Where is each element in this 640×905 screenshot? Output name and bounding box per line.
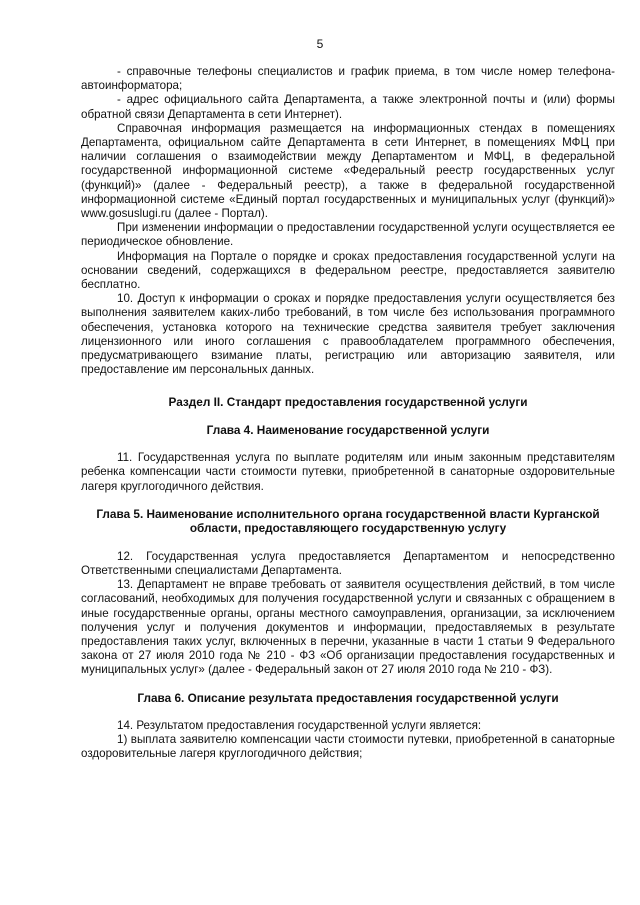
page-number: 5 [316,37,324,51]
paragraph-10-access: 10. Доступ к информации о сроках и порядке предоставления услуги осуществляется без выполнения заявителем каких-либо требований, в том числе без использования программного обеспечения, установка которого на технические средства заявителя требует заключения лицензионного или иного соглашения с правообладателем программного обеспечения, предусматривающего взимание платы, регистрацию или авторизацию заявителя, или предоставление им персональных данных. [81,292,615,377]
list-item-result-1: 1) выплата заявителю компенсации части стоимости путевки, приобретенной в санаторные оздоровительные лагеря круглогодичного действия; [81,733,615,761]
paragraph-info-update: При изменении информации о предоставлении государственной услуги осуществляется ее периодическое обновление. [81,221,615,249]
list-item-website: - адрес официального сайта Департамента, а также электронной почты и (или) формы обратной связи Департамента в сети Интернет). [81,93,615,121]
list-item-phones: - справочные телефоны специалистов и график приема, в том числе номер телефона-автоинформатора; [81,65,615,93]
section-heading-2: Раздел II. Стандарт предоставления государственной услуги [168,395,528,410]
paragraph-12-provider: 12. Государственная услуга предоставляется Департаментом и непосредственно Ответственными специалистами Департамента. [81,549,615,577]
paragraph-reference-info: Справочная информация размещается на информационных стендах в помещениях Департамента, официальном сайте Департамента в сети Интернет, в помещениях МФЦ при наличии соглашения о взаимодействии между Департаментом и МФЦ, в федеральной государственной информационной системе «Федеральный реестр государственных услуг (функций)» (далее - Федеральный реестр), а также в федеральной государственной информационной системе «Единый портал государственных и муниципальных услуг (функций)» www.gosuslugi.ru (далее - Портал). [81,121,615,221]
chapter-heading-5: Глава 5. Наименование исполнительного органа государственной власти Курганской области, предоставляющего государственную услугу [96,506,600,536]
paragraph-11-service-name: 11. Государственная услуга по выплате родителям или иным законным представителям ребенка компенсации части стоимости путевки, приобретенной в санаторные оздоровительные лагеря круглогодичного действия. [81,451,615,493]
paragraph-14-result: 14. Результатом предоставления государственной услуги является: [117,718,482,732]
chapter-heading-4: Глава 4. Наименование государственной услуги [206,422,490,437]
paragraph-portal-info: Информация на Портале о порядке и сроках предоставления государственной услуги на основании сведений, содержащихся в федеральном реестре, предоставляется заявителю бесплатно. [81,249,615,292]
chapter-heading-6: Глава 6. Описание результата предоставления государственной услуги [137,690,559,705]
paragraph-13-restrictions: 13. Департамент не вправе требовать от заявителя осуществления действий, в том числе согласований, необходимых для получения государственной услуги и связанных с обращением в иные государственные органы, органы местного самоуправления, организации, за исключением получения услуг и получения документов и информации, предоставляемых в результате предоставления таких услуг, включенных в перечни, указанные в части 1 статьи 9 Федерального закона от 27 июля 2010 года № 210 - ФЗ «Об организации предоставления государственных и муниципальных услуг» (далее - Федеральный закон от 27 июля 2010 года № 210 - ФЗ). [81,578,615,677]
document-body [81,65,615,762]
